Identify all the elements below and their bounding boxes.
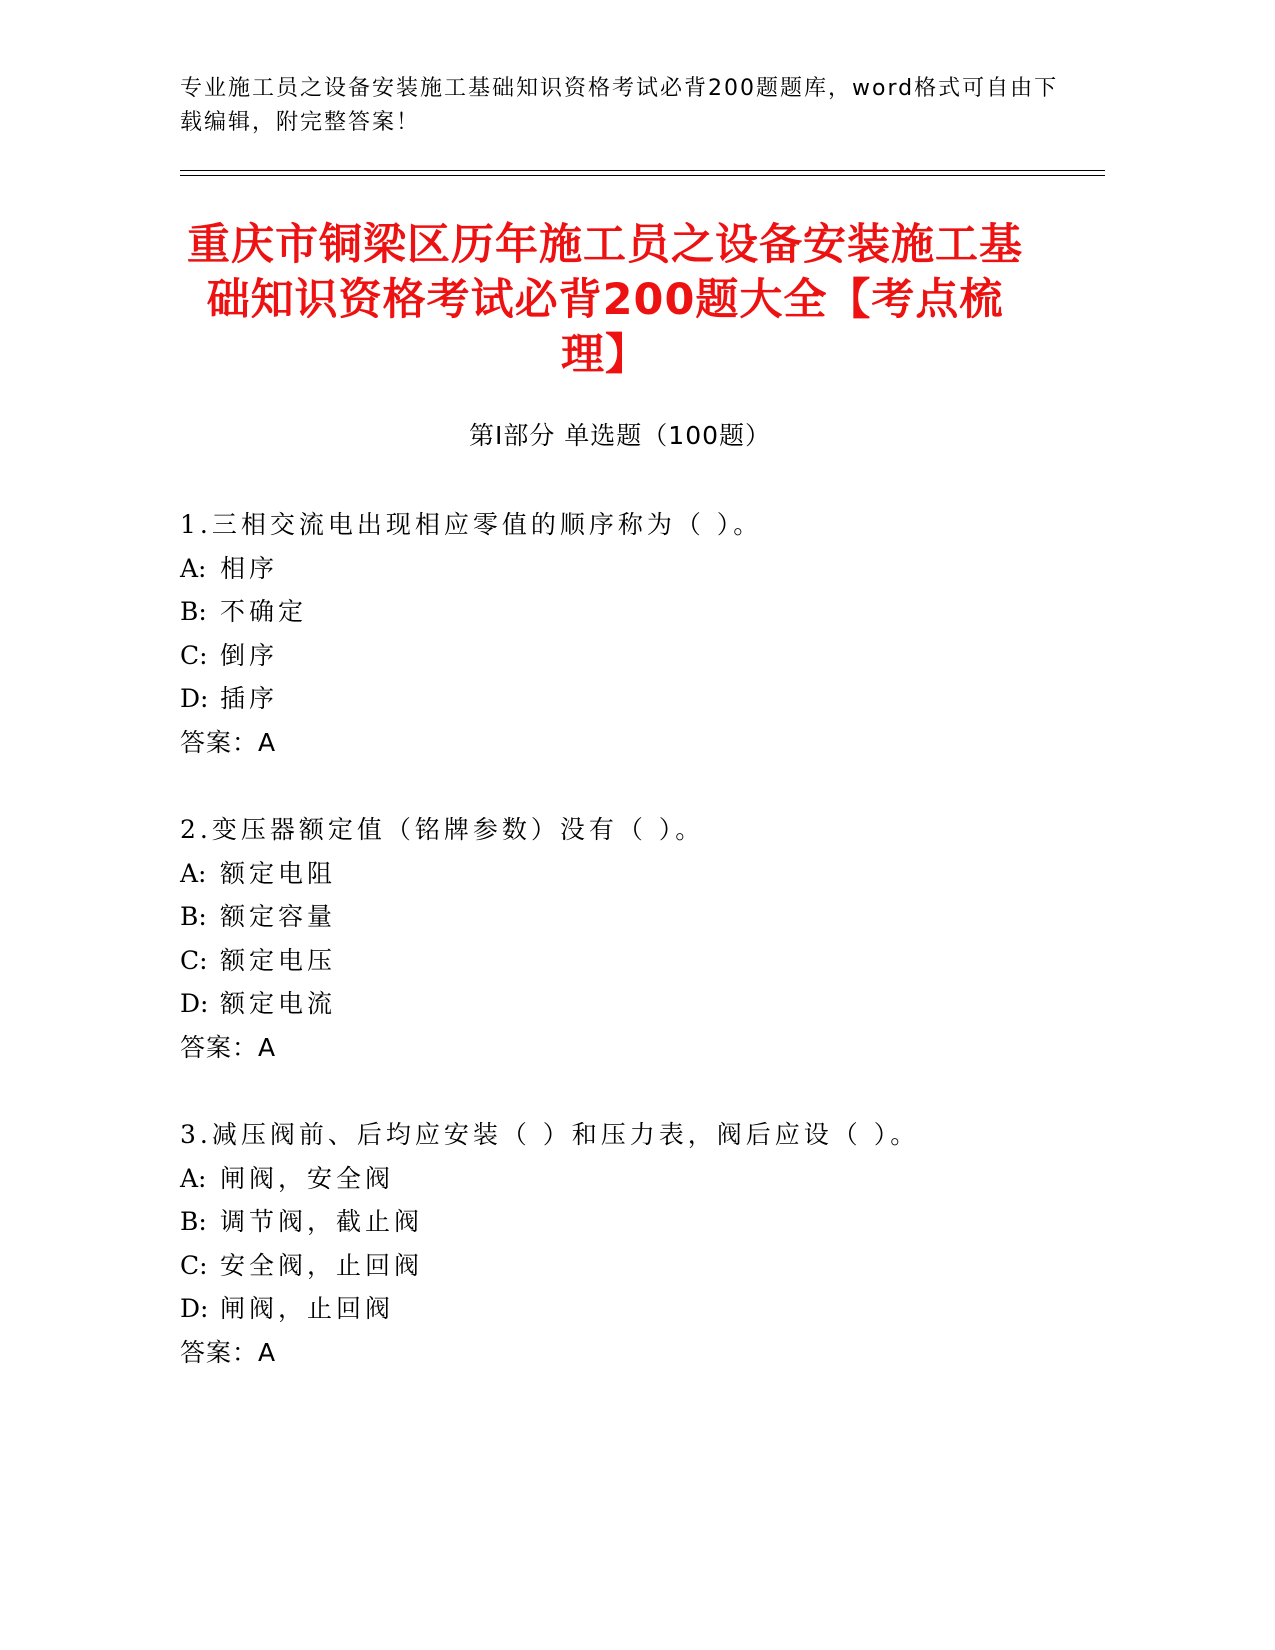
option-key: A:: [180, 1163, 207, 1193]
option-key: A:: [180, 858, 207, 888]
option-b: [180, 895, 1080, 939]
option-text: 额定容量: [220, 902, 337, 931]
option-text: 倒序: [220, 640, 279, 670]
option-a: [180, 852, 1080, 896]
option-b: [180, 1200, 1080, 1244]
option-text: 额定电压: [220, 945, 337, 975]
option-key: C:: [180, 1250, 208, 1280]
option-key: D:: [180, 1294, 209, 1323]
option-b: [180, 590, 1080, 634]
option-c: [180, 634, 1080, 678]
question-text: 1.三相交流电出现相应零值的顺序称为（ ）。: [180, 510, 763, 539]
option-key: C:: [180, 945, 208, 975]
option-a: [180, 1157, 1080, 1201]
option-text: 安全阀，止回阀: [220, 1250, 424, 1280]
header-divider-top: [180, 170, 1105, 171]
option-c: [180, 939, 1080, 983]
option-key: A:: [180, 553, 207, 583]
option-key: D:: [180, 989, 209, 1018]
option-d: [180, 677, 1080, 721]
option-text: 插序: [220, 684, 279, 713]
question-block: [180, 1113, 1080, 1374]
answer-line: 答案：A: [180, 1337, 277, 1367]
option-key: D:: [180, 684, 209, 713]
option-d: [180, 982, 1080, 1026]
option-text: 闸阀，止回阀: [220, 1294, 395, 1323]
answer-line: 答案：A: [180, 1032, 277, 1062]
option-c: [180, 1244, 1080, 1288]
option-key: B:: [180, 902, 207, 931]
option-key: B:: [180, 597, 207, 626]
option-key: B:: [180, 1207, 207, 1236]
option-a: [180, 547, 1080, 591]
section-title: 第Ⅰ部分 单选题（100题）: [468, 421, 772, 450]
option-text: 额定电阻: [220, 858, 337, 888]
option-text: 闸阀，安全阀: [220, 1163, 395, 1193]
option-text: 相序: [220, 553, 279, 583]
header-note: 专业施工员之设备安装施工基础知识资格考试必背200题题库，word格式可自由下载编辑，附完整答案！: [180, 76, 1059, 135]
question-block: [180, 503, 1080, 764]
question-block: [180, 808, 1080, 1069]
answer-line: 答案：A: [180, 727, 277, 757]
option-text: 调节阀，截止阀: [220, 1207, 424, 1236]
option-key: C:: [180, 640, 208, 670]
question-text: 2.变压器额定值（铭牌参数）没有（ ）。: [180, 815, 705, 844]
document-title: 重庆市铜梁区历年施工员之设备安装施工基础知识资格考试必背200题大全【考点梳理】: [187, 220, 1023, 380]
question-text: 3.减压阀前、后均应安装（ ）和压力表，阀后应设（ ）。: [180, 1120, 920, 1149]
option-d: [180, 1287, 1080, 1331]
header-divider-bottom: [180, 175, 1105, 176]
option-text: 额定电流: [220, 989, 337, 1018]
option-text: 不确定: [220, 597, 308, 626]
